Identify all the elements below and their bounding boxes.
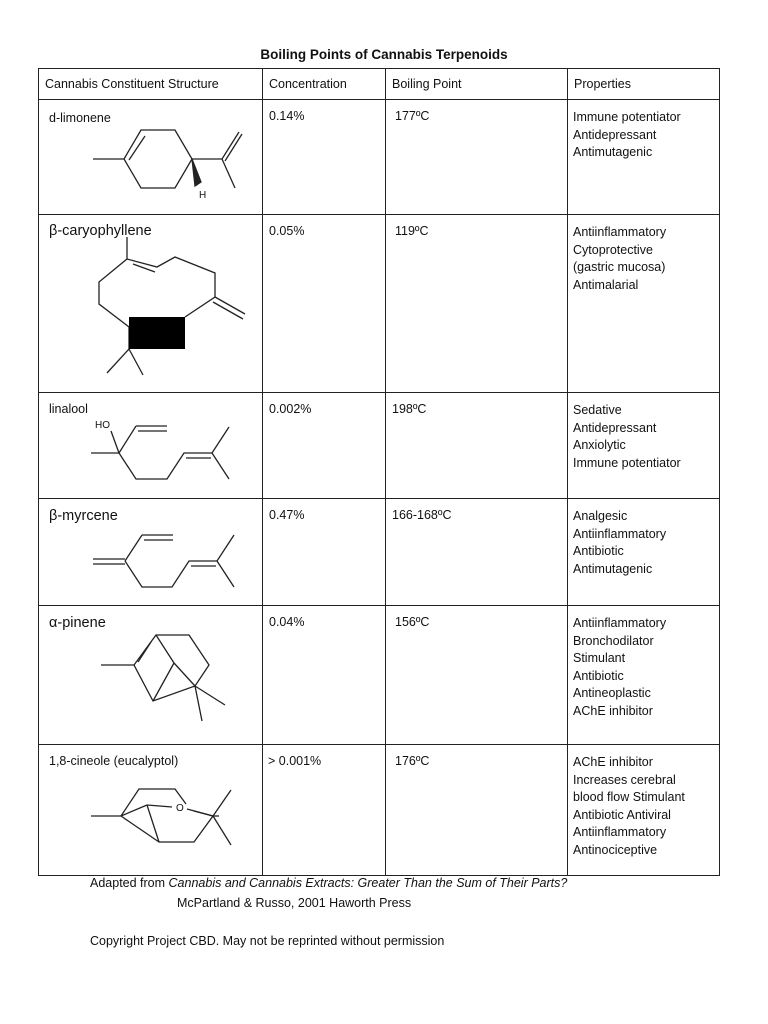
- concentration-value: 0.04%: [269, 615, 305, 629]
- property-item: Antiinflammatory: [573, 526, 667, 541]
- limonene-structure-diagram: [39, 100, 263, 215]
- page-title: Boiling Points of Cannabis Terpenoids: [260, 47, 508, 62]
- property-item: Antinociceptive: [573, 842, 658, 857]
- structure-cell: [39, 393, 263, 499]
- table-row: [39, 745, 720, 876]
- property-item: Antibiotic: [573, 544, 624, 558]
- structure-cell: [39, 499, 263, 606]
- terpenoid-table: [38, 68, 720, 876]
- oxygen-label: O: [176, 803, 184, 814]
- boiling-point-value: 156ºC: [395, 615, 430, 629]
- citation-title: Cannabis and Cannabis Extracts: Greater Than the Sum of Their Parts?: [168, 876, 568, 890]
- header-properties: Properties: [568, 69, 720, 100]
- property-item: AChE inhibitor: [573, 755, 653, 769]
- property-item: Bronchodilator: [573, 633, 654, 648]
- property-item: Antimutagenic: [573, 561, 653, 576]
- boiling-point-value: 176ºC: [395, 754, 430, 768]
- header-structure: Cannabis Constituent Structure: [39, 69, 263, 100]
- hydrogen-label: H: [199, 190, 207, 201]
- property-item: Antidepressant: [573, 420, 657, 435]
- linalool-structure-diagram: [39, 393, 263, 499]
- property-item: Antimutagenic: [573, 145, 653, 159]
- concentration-value: 0.47%: [269, 508, 305, 522]
- property-item: Sedative: [573, 403, 622, 417]
- compound-name: linalool: [49, 402, 88, 416]
- property-item: Increases cerebral: [573, 772, 676, 787]
- properties-list: [568, 393, 719, 472]
- property-item: Antiinflammatory: [573, 225, 667, 239]
- concentration-value: > 0.001%: [268, 754, 322, 768]
- table-header-row: [39, 69, 720, 100]
- table-row: [39, 100, 720, 215]
- property-item: Antineoplastic: [573, 686, 651, 700]
- source-citation: [90, 876, 567, 890]
- compound-name: α-pinene: [49, 615, 106, 631]
- property-item: Analgesic: [573, 509, 628, 523]
- table-row: [39, 215, 720, 393]
- pinene-structure-diagram: [39, 606, 263, 745]
- structure-cell: [39, 100, 263, 215]
- properties-list: [568, 499, 719, 578]
- structure-cell: [39, 606, 263, 745]
- concentration-value: 0.05%: [269, 224, 305, 238]
- myrcene-structure-diagram: [39, 499, 263, 606]
- property-item: Antimalarial: [573, 277, 639, 292]
- property-item: (gastric mucosa): [573, 260, 666, 274]
- property-item: blood flow Stimulant: [573, 790, 685, 804]
- boiling-point-value: 177ºC: [395, 109, 430, 123]
- property-item: Antibiotic: [573, 668, 624, 683]
- compound-name: d-limonene: [49, 111, 111, 125]
- boiling-point-value: 198ºC: [392, 402, 427, 416]
- property-item: Antibiotic Antiviral: [573, 807, 671, 822]
- property-item: Antidepressant: [573, 127, 657, 142]
- property-item: AChE inhibitor: [573, 703, 653, 718]
- citation-prefix: Adapted from: [90, 876, 166, 890]
- citation-authors: McPartland & Russo, 2001 Haworth Press: [177, 896, 412, 910]
- table-row: [39, 393, 720, 499]
- properties-list: [568, 745, 719, 859]
- structure-cell: [39, 745, 263, 876]
- header-concentration: Concentration: [263, 69, 386, 100]
- caryophyllene-structure-diagram: [39, 215, 263, 393]
- compound-name: β-caryophyllene: [49, 223, 152, 239]
- compound-name: 1,8-cineole (eucalyptol): [49, 754, 179, 768]
- concentration-value: 0.002%: [269, 402, 312, 416]
- header-boiling-point: Boiling Point: [386, 69, 568, 100]
- property-item: Stimulant: [573, 651, 626, 665]
- boiling-point-value: 119ºC: [395, 224, 429, 238]
- structure-cell: [39, 215, 263, 393]
- property-item: Cytoprotective: [573, 242, 653, 257]
- property-item: Anxiolytic: [573, 438, 626, 452]
- properties-list: [568, 606, 719, 720]
- concentration-value: 0.14%: [269, 109, 305, 123]
- property-item: Antiinflammatory: [573, 825, 667, 839]
- table-row: [39, 606, 720, 745]
- hydroxyl-label: HO: [95, 420, 110, 431]
- property-item: Antiinflammatory: [573, 616, 667, 630]
- properties-list: [568, 215, 719, 294]
- boiling-point-value: 166-168ºC: [392, 508, 452, 522]
- property-item: Immune potentiator: [573, 455, 681, 470]
- property-item: Immune potentiator: [573, 110, 681, 124]
- cineole-structure-diagram: [39, 745, 263, 876]
- compound-name: β-myrcene: [49, 508, 118, 524]
- table-row: [39, 499, 720, 606]
- copyright-notice: Copyright Project CBD. May not be reprinted without permission: [90, 934, 445, 948]
- properties-list: [568, 100, 719, 162]
